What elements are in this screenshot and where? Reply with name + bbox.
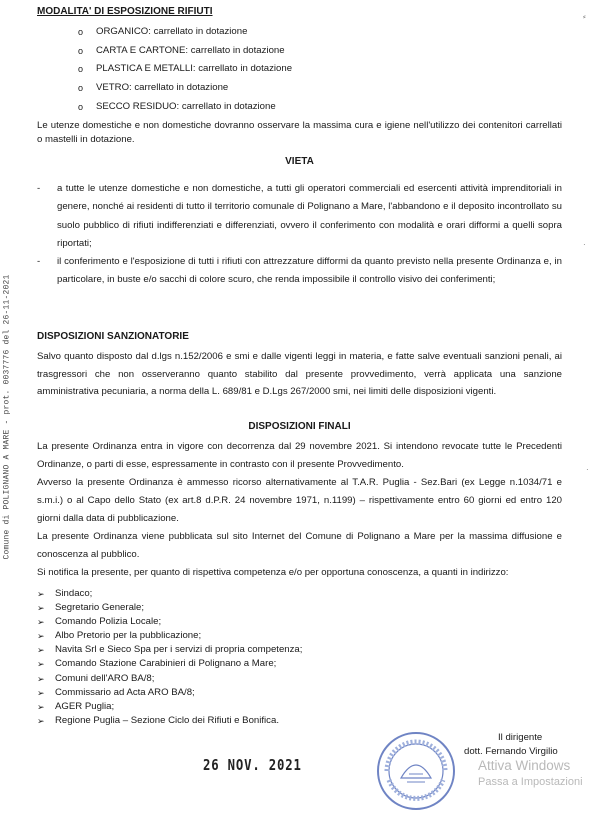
list-item: ➢ Regione Puglia – Sezione Ciclo dei Rifiuti e Bonifica. [37,714,279,726]
protocol-stamp: Comune di POLIGNANO A MARE - prot. 0037776 del 26-11-2021 [2,274,12,560]
finali-paragraph: Avverso la presente Ordinanza è ammesso ricorso alternativamente al T.A.R. Puglia - Sez.Bari (ex Legge n.1034/71 e s.m.i.) o al Capo dello Stato (ex art.8 d.P.R. 24 novembre 1971, n.1199) – rispettivamente entro 60 giorni ed entro 120 giorni dalla data di pubblicazione. [37,477,562,524]
list-item: ➢ AGER Puglia; [37,700,115,712]
list-item: o CARTA E CARTONE: carrellato in dotazione [78,44,285,56]
margin-mark: · [586,465,589,474]
modalita-list [78,23,292,117]
list-item: o SECCO RESIDUO: carrellato in dotazione [78,100,276,112]
list-item: o VETRO: carrellato in dotazione [78,82,229,94]
list-item: ➢ Albo Pretorio per la pubblicazione; [37,630,202,642]
watermark-line: Passa a Impostazioni [478,776,583,788]
section-title-modalita: MODALITA' DI ESPOSIZIONE RIFIUTI [37,6,213,17]
windows-activation-watermark [478,757,583,791]
modalita-note: Le utenze domestiche e non domestiche dovranno osservare la massima cura e igiene nell'utilizzo dei contenitori carrellati o mastelli in dotazione. [37,120,562,146]
list-item: o PLASTICA E METALLI: carrellato in dotazione [78,63,293,75]
municipal-seal-icon [375,730,457,812]
list-item: ➢ Comando Polizia Locale; [37,616,162,628]
list-item: - a tutte le utenze domestiche e non domestiche, a tutti gli operatori commerciali ed esercenti attività imprenditoriali in genere, nonché ai residenti di tutto il territorio comunale di Polignano a Mare, l'abbandono e il deposito incontrollato su suolo pubblico di rifiuti indifferenziati e differenziati, ovvero il conferimento con modalità e orari difformi a quelli sopra riportati; [37,183,562,249]
finali-paragraph: La presente Ordinanza entra in vigore con decorrenza dal 29 novembre 2021. Si intendono revocate tutte le Precedenti Ordinanze, o parti di esse, espressamente in contrasto con il presente Provvedimento. [37,441,562,470]
section-title-finali: DISPOSIZIONI FINALI [248,421,351,432]
signatory-role: Il dirigente [498,732,543,743]
vieta-list [37,180,562,290]
date-stamp: 26 NOV. 2021 [203,756,302,774]
list-item: ➢ Comuni dell'ARO BA/8; [37,672,155,684]
signature-block [446,731,558,759]
margin-mark: ⸗ [583,12,586,21]
recipients-list [37,587,302,728]
sanzionatorie-text: Salvo quanto disposto dal d.lgs n.152/2006 e smi e dalle vigenti leggi in materia, e fatte salve eventuali sanzioni penali, ai trasgressori che non osserveranno quanto stabilito dal presente provvedimento, verrà applicata una sanzione amministrativa pecuniaria, a norma della L. 689/81 e D.Lgs 267/2000 smi, nei limiti delle disposizioni vigenti. [37,351,562,398]
finali-paragraph: La presente Ordinanza viene pubblicata sul sito Internet del Comune di Polignano a Mare per la massima diffusione e conoscenza al pubblico. [37,531,562,560]
section-title-sanzionatorie: DISPOSIZIONI SANZIONATORIE [37,331,189,342]
margin-mark: · [583,240,586,249]
list-item: - il conferimento e l'esposizione di tutti i rifiuti con attrezzature difformi da quanto previsto nella presente Ordinanza e, in particolare, in buste e/o sacchi di colore scuro, che renda impossibile il controllo visivo dei conferimenti; [37,256,562,286]
list-item: ➢ Commissario ad Acta ARO BA/8; [37,686,195,698]
watermark-line: Attiva Windows [478,758,571,773]
section-title-vieta: VIETA [285,156,314,167]
list-item: ➢ Navita Srl e Sieco Spa per i servizi di propria competenza; [37,644,303,656]
list-item: ➢ Sindaco; [37,588,93,599]
list-item: ➢ Comando Stazione Carabinieri di Polignano a Mare; [37,658,277,670]
finali-paragraph: Si notifica la presente, per quanto di rispettiva competenza e/o per opportuna conoscenza, a quanti in indirizzo: [37,567,509,578]
list-item: o ORGANICO: carrellato in dotazione [78,26,248,37]
signatory-name: dott. Fernando Virgilio [464,746,558,757]
list-item: ➢ Segretario Generale; [37,602,145,614]
